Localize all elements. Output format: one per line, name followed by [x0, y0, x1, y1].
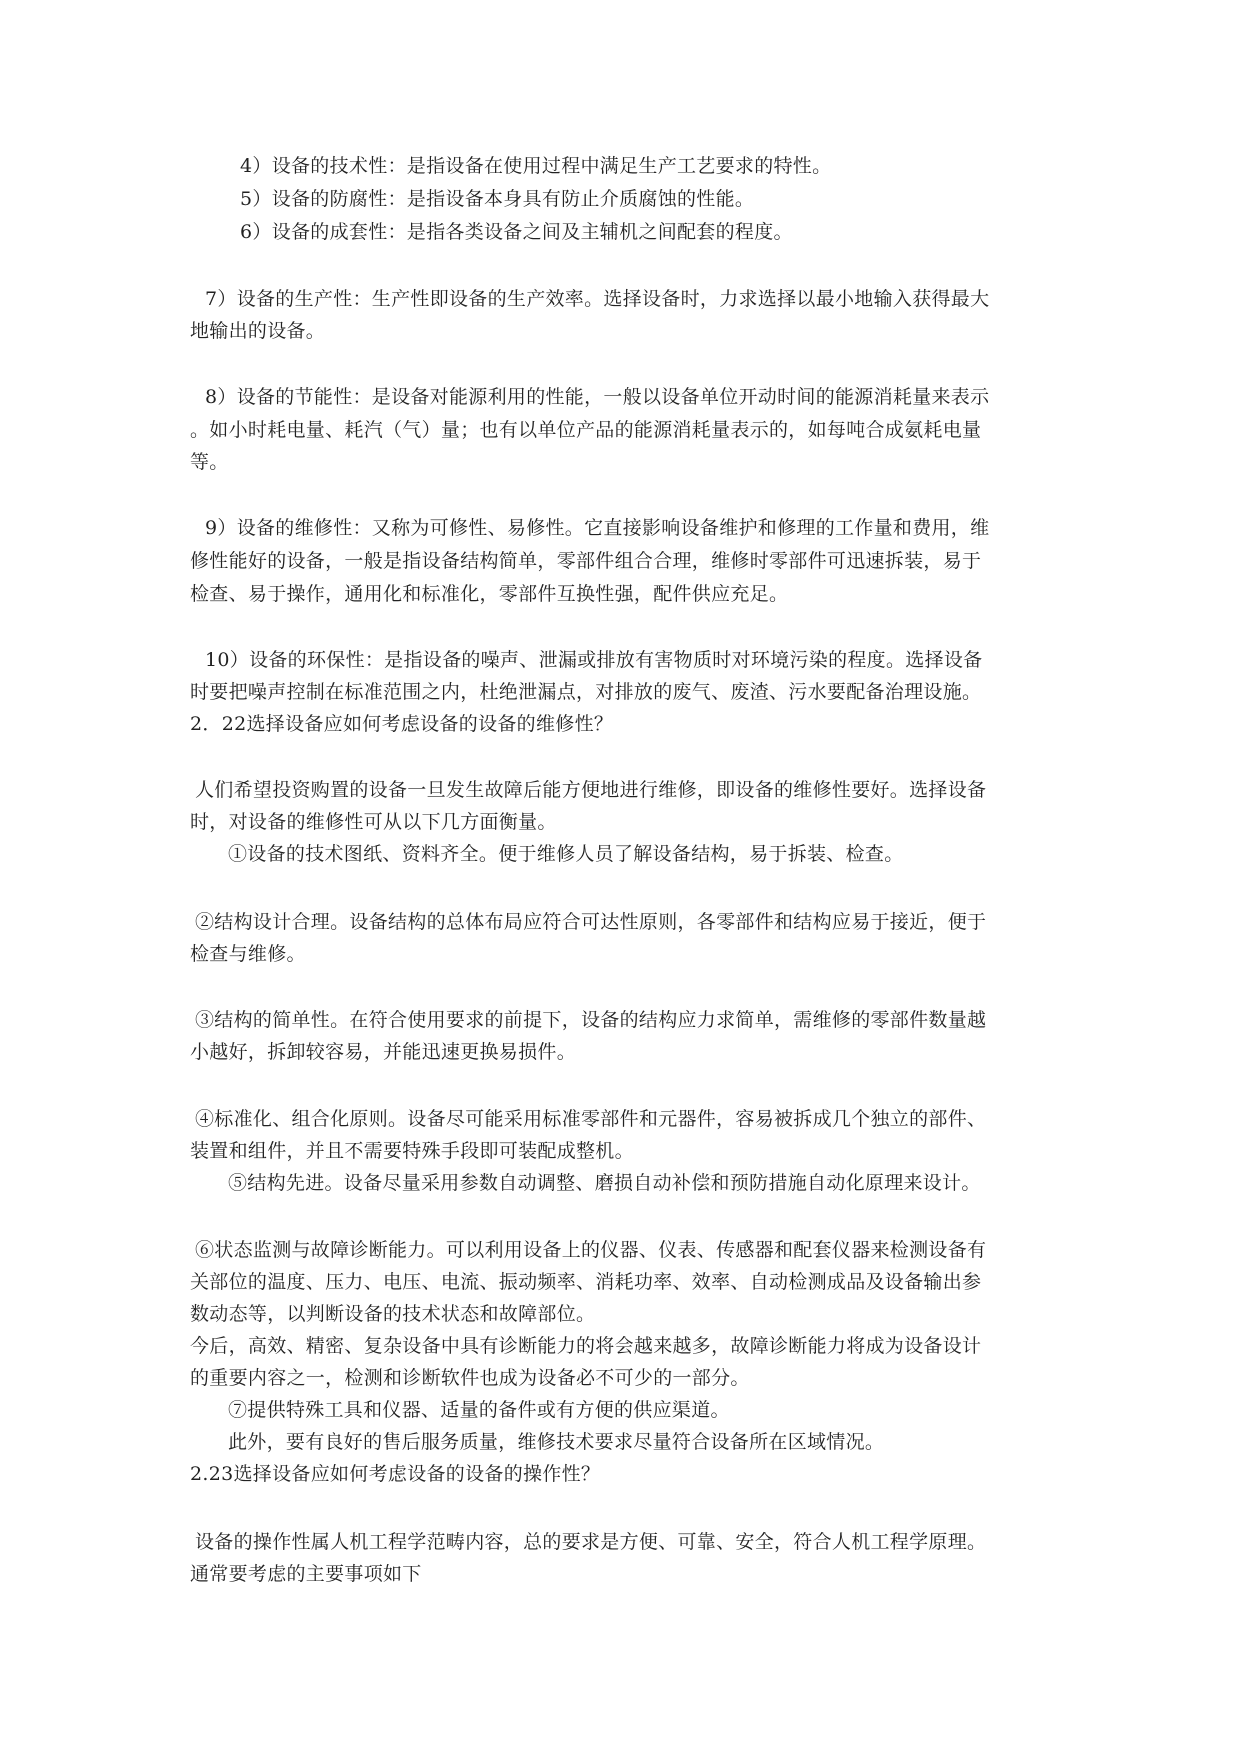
text-line: ⑤结构先进。设备尽量采用参数自动调整、磨损自动补偿和预防措施自动化原理来设计。: [228, 1172, 981, 1194]
text-line: 通常要考虑的主要事项如下: [190, 1563, 422, 1585]
text-line: 关部位的温度、压力、电压、电流、振动频率、消耗功率、效率、自动检测成品及设备输出参: [190, 1271, 982, 1293]
text-line: 数动态等，以判断设备的技术状态和故障部位。: [190, 1303, 596, 1325]
text-line: 等。: [190, 451, 229, 473]
text-line: 4）设备的技术性：是指设备在使用过程中满足生产工艺要求的特性。: [240, 155, 832, 177]
text-line: 装置和组件，并且不需要特殊手段即可装配成整机。: [190, 1140, 634, 1162]
text-line: 此外，要有良好的售后服务质量，维修技术要求尽量符合设备所在区域情况。: [228, 1431, 885, 1453]
text-line: 9）设备的维修性：又称为可修性、易修性。它直接影响设备维护和修理的工作量和费用，维: [205, 517, 990, 539]
text-line: 10）设备的环保性：是指设备的噪声、泄漏或排放有害物质时对环境污染的程度。选择设备: [205, 649, 983, 671]
text-line: 今后，高效、精密、复杂设备中具有诊断能力的将会越来越多，故障诊断能力将成为设备设计: [190, 1335, 982, 1357]
text-line: 。如小时耗电量、耗汽（气）量；也有以单位产品的能源消耗量表示的，如每吨合成氨耗电量: [190, 419, 982, 441]
text-line: ③结构的简单性。在符合使用要求的前提下，设备的结构应力求简单，需维修的零部件数量越: [195, 1009, 987, 1031]
text-line: 设备的操作性属人机工程学范畴内容，总的要求是方便、可靠、安全，符合人机工程学原理。: [195, 1531, 987, 1553]
text-line: 6）设备的成套性：是指各类设备之间及主辅机之间配套的程度。: [240, 221, 793, 243]
text-line: 检查、易于操作，通用化和标准化，零部件互换性强，配件供应充足。: [190, 583, 789, 605]
text-line: ④标准化、组合化原则。设备尽可能采用标准零部件和元器件，容易被拆成几个独立的部件、: [195, 1108, 987, 1130]
text-line: ⑥状态监测与故障诊断能力。可以利用设备上的仪器、仪表、传感器和配套仪器来检测设备有: [195, 1239, 987, 1261]
text-line: 5）设备的防腐性：是指设备本身具有防止介质腐蚀的性能。: [240, 188, 755, 210]
text-line: 7）设备的生产性：生产性即设备的生产效率。选择设备时，力求选择以最小地输入获得最大: [205, 288, 990, 310]
text-line: 时，对设备的维修性可从以下几方面衡量。: [190, 811, 557, 833]
text-line: 人们希望投资购置的设备一旦发生故障后能方便地进行维修，即设备的维修性要好。选择设备: [195, 779, 987, 801]
text-line: 时要把噪声控制在标准范围之内，杜绝泄漏点，对排放的废气、废渣、污水要配备治理设施。: [190, 681, 982, 703]
text-line: 的重要内容之一，检测和诊断软件也成为设备必不可少的一部分。: [190, 1367, 750, 1389]
text-line: 小越好，拆卸较容易，并能迅速更换易损件。: [190, 1041, 577, 1063]
text-line: ②结构设计合理。设备结构的总体布局应符合可达性原则，各零部件和结构应易于接近，便于: [195, 911, 987, 933]
text-line: 8）设备的节能性：是设备对能源利用的性能，一般以设备单位开动时间的能源消耗量来表示: [205, 386, 990, 408]
text-line: 检查与维修。: [190, 943, 306, 965]
text-line: 地输出的设备。: [190, 320, 326, 342]
section-heading: 2．22选择设备应如何考虑设备的设备的维修性？: [190, 713, 614, 735]
text-line: ①设备的技术图纸、资料齐全。便于维修人员了解设备结构，易于拆装、检查。: [228, 843, 904, 865]
text-line: 修性能好的设备，一般是指设备结构简单，零部件组合合理，维修时零部件可迅速拆装，易于: [190, 550, 982, 572]
text-line: ⑦提供特殊工具和仪器、适量的备件或有方便的供应渠道。: [228, 1399, 730, 1421]
section-heading: 2.23选择设备应如何考虑设备的设备的操作性？: [190, 1463, 601, 1485]
